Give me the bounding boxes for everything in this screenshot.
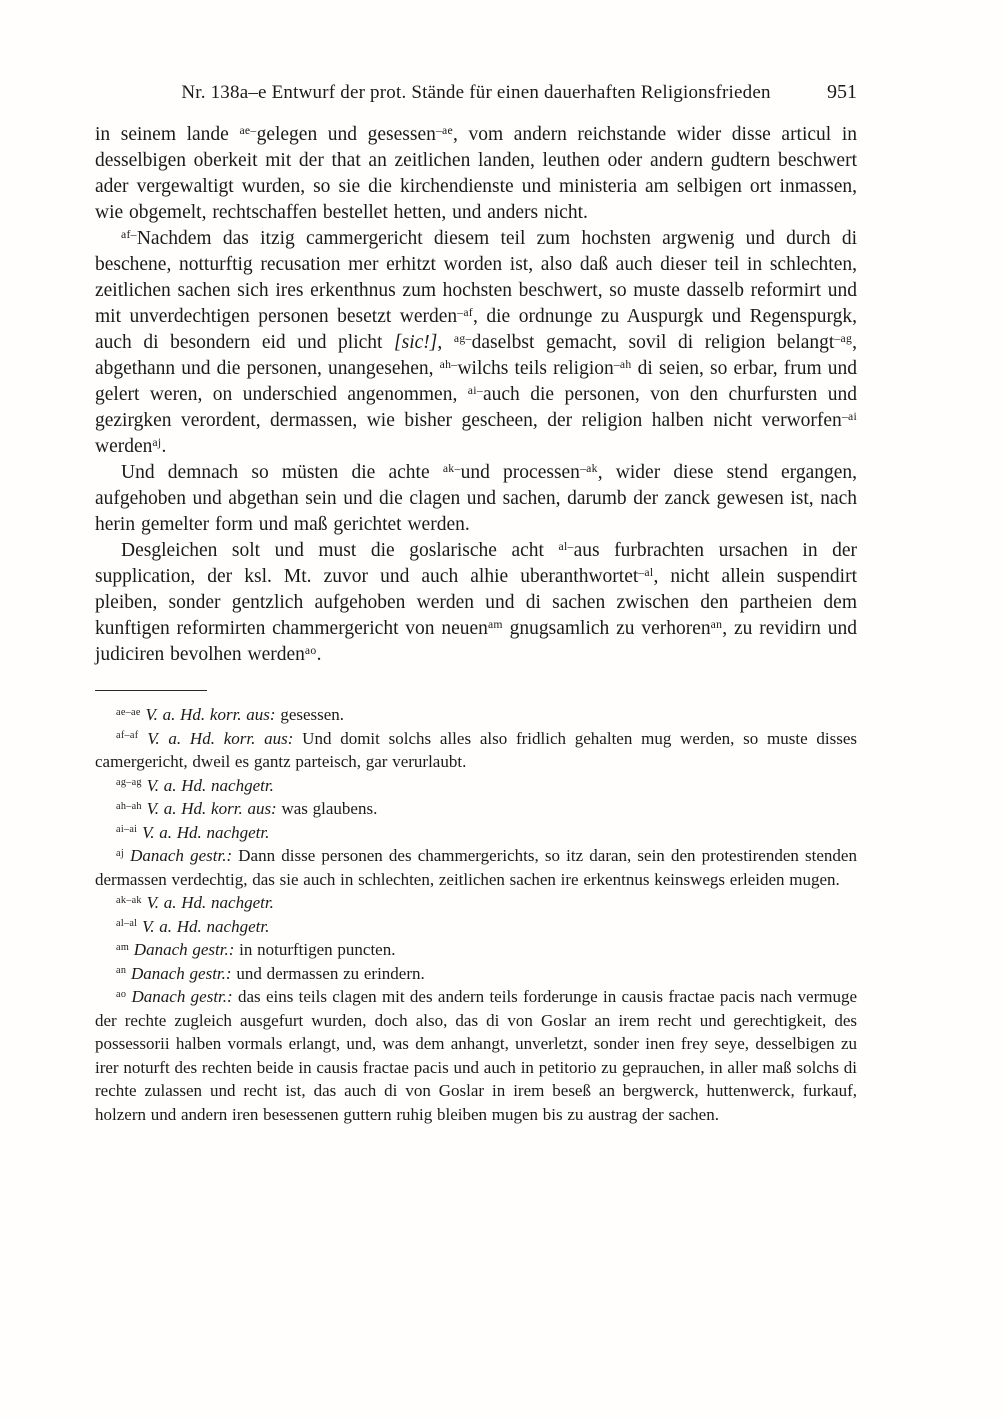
- footnote-marker: ae–: [239, 124, 257, 138]
- footnote-marker: aj: [152, 436, 162, 450]
- text-run: auch die personen, von den churfursten und gezirgken verordent, dermassen, wie bisher gescheen, der religion halben nicht verworfen: [95, 384, 857, 431]
- footnote-marker: an: [116, 965, 127, 977]
- footnote: [95, 774, 857, 798]
- footnote-marker: al–al: [116, 918, 138, 930]
- footnote-marker: al–: [558, 540, 574, 554]
- text-run: in noturftigen puncten.: [234, 940, 396, 959]
- italic-text: V. a. Hd. nachgetr.: [142, 916, 270, 936]
- text-run: das eins teils clagen mit des andern teils forderunge in causis fractae pacis nach vermuge der rechte zugleich ausgefurt wurden, doch also, das di von Goslar an irem recht und gerechtigkeit, des possessorii halben vormals erlangt, und, was dem anhangt, unverletzt, sonder inen frey seye, desselbigen zu irer noturft des rechten beide in causis fractae pacis und auch in petitorio zu geprauchen, in aller maß solchs di rechte zulassen und recht ist, das auch di von Goslar in irem beseß an bergwerck, huttenwerck, furkauf, holzern und andern iren besessenen guttern ruhig bleiben mugen bis zu austrag der sachen.: [95, 987, 857, 1124]
- footnote-marker: ag–: [453, 332, 472, 346]
- italic-text: V. a. Hd. korr. aus:: [145, 705, 276, 724]
- footnote: [95, 938, 857, 962]
- text-run: , nicht allein suspendirt pleiben, sonder gentzlich aufgehoben werden und di sachen zwischen den partheien dem kunftigen reformirten chammergericht von neuen: [95, 566, 858, 639]
- footnote-marker: an: [710, 618, 723, 632]
- footnote-marker: –ae: [435, 124, 454, 138]
- body-paragraph: [95, 122, 857, 226]
- footnote-marker: –al: [638, 566, 654, 580]
- page-header: [95, 82, 857, 106]
- body-paragraph: [95, 460, 857, 538]
- footnote-marker: ao: [116, 988, 127, 1000]
- footnote: [95, 891, 857, 915]
- italic-text: V. a. Hd. nachgetr.: [142, 822, 270, 842]
- italic-text: Danach gestr.:: [130, 846, 233, 865]
- footnote-marker: ag–ag: [116, 777, 142, 789]
- text-run: und processen: [460, 462, 580, 483]
- body-text: [95, 122, 857, 668]
- text-run: , wider diese stend ergangen, aufgehoben und abgethan sein und die clagen und sachen, darumb der zanck gewesen ist, nach herin gemelter form und maß gerichtet werden.: [95, 462, 858, 535]
- footnote-marker: af–: [121, 228, 137, 242]
- text-run: gelegen und gesessen: [256, 124, 436, 145]
- footnote: [95, 727, 857, 774]
- text-run: , abgethann und die personen, unangesehen,: [95, 332, 858, 379]
- footnote-marker: ak–ak: [116, 894, 142, 906]
- footnote-marker: ae–ae: [116, 706, 141, 718]
- text-run: , zu revidirn und judiciren bevolhen werden: [95, 618, 857, 665]
- footnotes: [95, 703, 857, 1126]
- footnote-marker: –ai: [841, 410, 857, 424]
- footnote-marker: ak–: [442, 462, 461, 476]
- footnote: [95, 962, 857, 986]
- footnote-marker: ah–ah: [116, 800, 142, 812]
- footnote: [95, 821, 857, 845]
- text-run: daselbst gemacht, sovil di religion belangt: [471, 332, 835, 353]
- italic-text: V. a. Hd. korr. aus:: [146, 799, 277, 818]
- text-run: was glaubens.: [276, 799, 378, 818]
- page-number: 951: [827, 81, 857, 103]
- italic-text: V. a. Hd. korr. aus:: [147, 728, 294, 748]
- text-run: Dann disse personen des chammergerichts, so itz daran, sein den protestirenden stenden dermassen verdechtig, das sie auch in schlechten, zeitlichen sachen ire erkentnus keinswegs erleiden mugen.: [95, 846, 857, 889]
- italic-text: [sic!]: [394, 332, 438, 353]
- footnote-marker: ah–: [439, 358, 458, 372]
- italic-text: V. a. Hd. nachgetr.: [146, 775, 274, 795]
- footnote-marker: am: [487, 618, 503, 632]
- footnote-marker: af–af: [116, 730, 139, 742]
- text-run: gesessen.: [275, 705, 345, 724]
- footnote-marker: ai–: [467, 384, 483, 398]
- text-run: , vom andern reichstande wider disse articul in desselbigen oberkeit mit der that an zeitlichen landen, leuthen oder andern gudtern beschwert ader vergewaltigt wurden, so sie die kirchendienste und ministeria am selbigen ort inmassen, wie obgemelt, rechtschaffen bestellet hetten, und anders nicht.: [95, 124, 857, 223]
- text-run: wilchs teils religion: [457, 358, 614, 379]
- text-run: .: [316, 644, 322, 665]
- italic-text: Danach gestr.:: [131, 987, 233, 1006]
- footnote-marker: –ah: [613, 358, 632, 372]
- text-run: .: [161, 436, 167, 457]
- italic-text: V. a. Hd. nachgetr.: [146, 893, 274, 912]
- text-run: Und demnach so müsten die achte: [121, 462, 443, 483]
- running-title: Nr. 138a–e Entwurf der prot. Stände für einen dauerhaften Religionsfrieden: [181, 82, 771, 103]
- text-run: Desgleichen solt und must die goslarische acht: [121, 540, 559, 561]
- italic-text: Danach gestr.:: [133, 940, 235, 959]
- body-paragraph: [95, 538, 857, 668]
- body-paragraph: [95, 226, 857, 460]
- text-run: Und domit solchs alles also fridlich gehalten mug werden, so muste disses camergericht, dweil es gantz parteisch, gar verurlaubt.: [95, 728, 858, 771]
- italic-text: Danach gestr.:: [130, 963, 232, 983]
- text-run: ,: [437, 332, 454, 353]
- footnote: [95, 985, 857, 1126]
- footnote-marker: ai–ai: [116, 824, 138, 836]
- text-block: [95, 82, 857, 1126]
- footnote: [95, 844, 857, 891]
- footnote-marker: aj: [116, 847, 124, 859]
- text-run: aus furbrachten ursachen in der supplication, der ksl. Mt. zuvor und auch alhie uberanthwortet: [95, 540, 857, 587]
- footnote-marker: am: [116, 941, 130, 953]
- footnote: [95, 915, 857, 939]
- footnote: [95, 703, 857, 727]
- footnote-separator: [95, 690, 207, 691]
- text-run: , die ordnunge zu Auspurgk und Regenspurgk, auch di besondern eid und plicht: [95, 306, 857, 353]
- text-run: gnugsamlich zu verhoren: [502, 618, 711, 639]
- footnote-marker: –af: [457, 306, 473, 320]
- text-run: in seinem lande: [95, 124, 240, 145]
- text-run: werden: [95, 436, 153, 457]
- footnote-marker: –ag: [834, 332, 853, 346]
- footnote-marker: –ak: [579, 462, 598, 476]
- footnote-marker: ao: [304, 644, 317, 658]
- text-run: Nachdem das itzig cammergericht diesem teil zum hochsten argwenig und durch di beschene, notturftig recusation mer erhitzt worden ist, also daß auch dieser teil in schlechten, zeitlichen sachen sich ires erkenthnus zum hochsten beschwert, so muste dasselb reformirt und mit unverdechtigen personen besetzt werden: [95, 228, 857, 327]
- text-run: und dermassen zu erindern.: [231, 963, 425, 983]
- text-run: di seien, so erbar, frum und gelert weren, on underschied angenommen,: [95, 358, 858, 405]
- footnote: [95, 797, 857, 821]
